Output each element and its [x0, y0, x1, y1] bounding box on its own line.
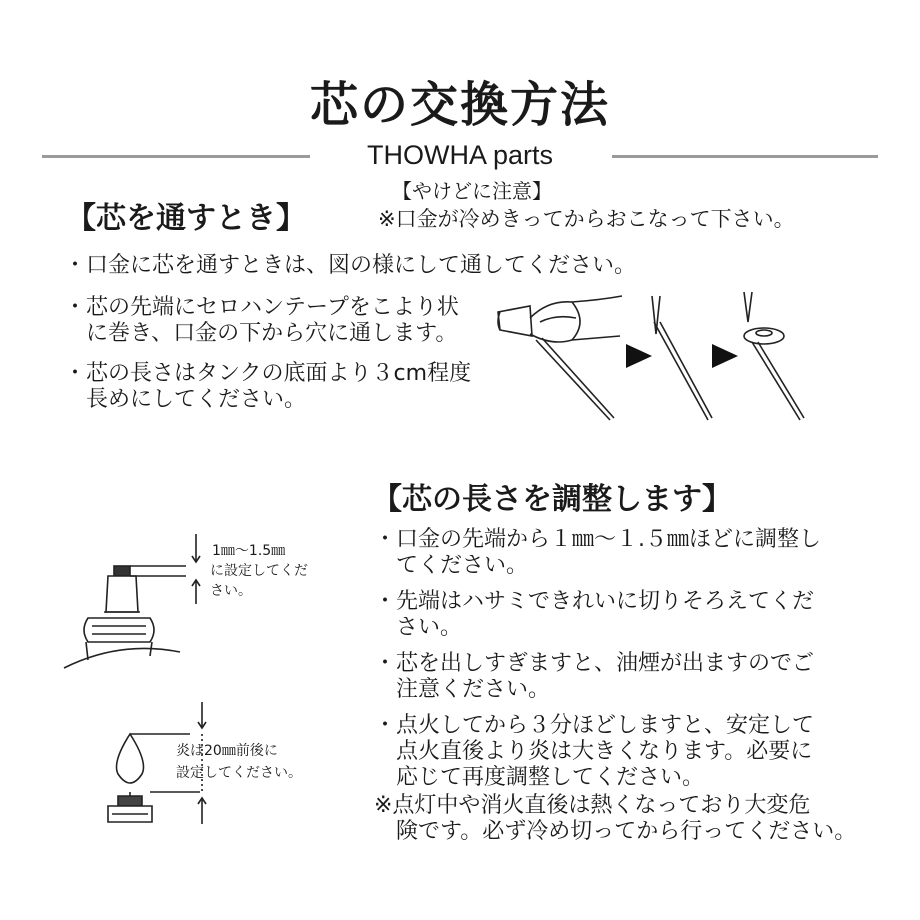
- hand-with-tape: [498, 296, 622, 420]
- wick-height-label-1: 1㎜～1.5㎜: [212, 543, 286, 559]
- section1-heading: 【芯を通すとき】: [66, 201, 306, 236]
- section1-line-4: ・芯の長さはタンクの底面より３cm程度: [64, 361, 472, 386]
- section2-line-11: 険です。必ず冷め切ってから行ってください。: [374, 819, 857, 844]
- wick-height-label-3: さい。: [210, 583, 252, 599]
- section2-line-9: 応じて再度調整してください。: [374, 765, 705, 790]
- burner-cap-with-wick: [744, 292, 804, 420]
- page-title: 芯の交換方法: [309, 77, 610, 133]
- arrow-right-icon: [712, 344, 738, 368]
- burner-side-view: [64, 534, 200, 668]
- section2-line-4: さい。: [374, 615, 463, 640]
- section2-heading: 【芯の長さを調整します】: [372, 482, 732, 517]
- flame-height-label-2: 設定してください。: [176, 765, 302, 781]
- section2-line-1: ・口金の先端から１㎜～１.５㎜ほどに調整し: [374, 527, 821, 552]
- section1-line-1: ・口金に芯を通すときは、図の様にして通してください。: [64, 253, 637, 278]
- section2-line-6: 注意ください。: [374, 677, 551, 702]
- arrow-right-icon: [626, 344, 652, 368]
- section2-line-3: ・先端はハサミできれいに切りそろえてくだ: [374, 589, 815, 614]
- wick-height-label-2: に設定してくだ: [210, 563, 308, 579]
- section2-line-7: ・点火してから３分ほどしますと、安定して: [374, 713, 815, 738]
- section1-line-2: ・芯の先端にセロハンテープをこより状: [64, 295, 459, 320]
- brand-label: THOWHA parts: [366, 140, 554, 170]
- section2-line-5: ・芯を出しすぎますと、油煙が出ますのでご: [374, 651, 815, 676]
- flame-side-view: [108, 702, 206, 824]
- section1-line-5: 長めにしてください。: [64, 387, 307, 412]
- wick-pointed: [652, 296, 712, 420]
- section2-line-8: 点火直後より炎は大きくなります。必要に: [374, 739, 813, 764]
- caution-heading: 【やけどに注意】: [392, 179, 552, 203]
- caution-text: ※口金が冷めきってからおこなって下さい。: [378, 207, 795, 231]
- flame-height-label-1: 炎は20㎜前後に: [176, 743, 278, 759]
- section2-line-2: てください。: [374, 553, 529, 578]
- section1-line-3: に巻き、口金の下から穴に通します。: [64, 321, 458, 346]
- section2-line-10: ※点灯中や消火直後は熱くなっており大変危: [374, 793, 811, 818]
